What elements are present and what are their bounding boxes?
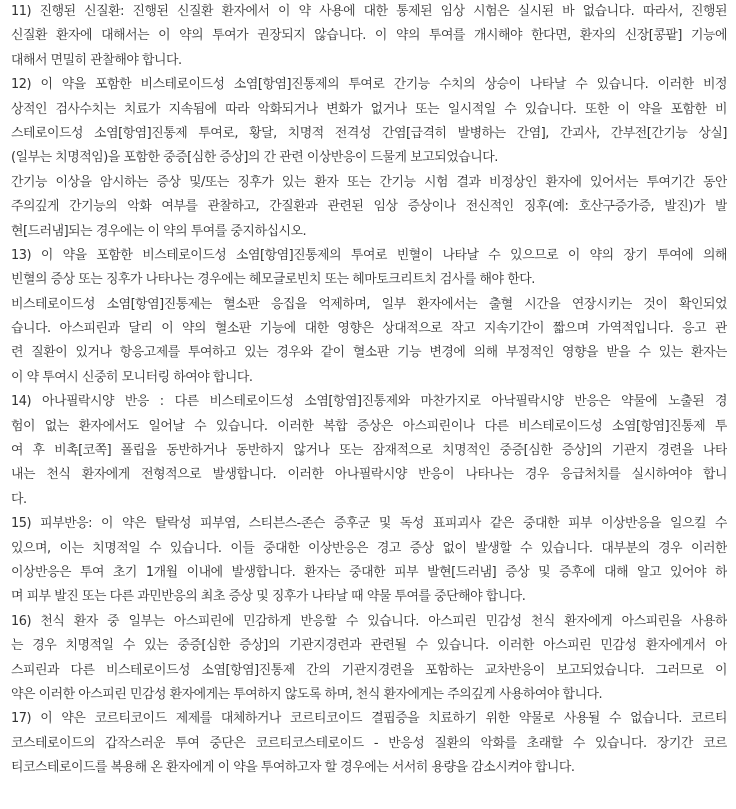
- text-line: 비스테로이드성 소염[항염]진통제는 혈소판 응집을 억제하며, 일부 환자에서는 출혈 시간을 연장시키는 것이 확인되었: [11, 296, 727, 312]
- text-line: 간기능 이상을 암시하는 증상 및/또는 징후가 있는 환자 또는 간기능 시험 결과 비정상인 환자에 있어서는 투여기간 동안: [11, 174, 727, 190]
- text-line: 14) 아나필락시양 반응 : 다른 비스테로이드성 소염[항염]진통제와 마찬가지로 아낙필락시양 반응은 약물에 노출된 경: [11, 394, 727, 410]
- text-line: 17) 이 약은 코르티코이드 제제를 대체하거나 코르티코이드 결핍증을 치료하기 위한 약물로 사용될 수 없습니다. 코르티: [11, 711, 727, 727]
- text-line: 11) 진행된 신질환: 진행된 신질환 환자에서 이 약 사용에 대한 통제된 임상 시험은 실시된 바 없습니다. 따라서, 진행된: [11, 4, 727, 19]
- text-line: 신질환 환자에 대해서는 이 약의 투여가 권장되지 않습니다. 이 약의 투여를 개시해야 한다면, 환자의 신장[콩팥] 기능에: [11, 28, 727, 44]
- text-line: 련 질환이 있거나 항응고제를 투여하고 있는 경우와 같이 혈소판 기능 변경에 의해 부정적인 영향을 받을 수 있는 환자는: [11, 345, 727, 361]
- text-line: 이상반응은 투여 초기 1개월 이내에 발생합니다. 환자는 중대한 피부 발현[드러냄] 증상 및 증후에 대해 알고 있어야 하: [11, 564, 727, 580]
- text-line: 습니다. 아스피린과 달리 이 약의 혈소판 기능에 대한 영향은 상대적으로 작고 지속기간이 짧으며 가역적입니다. 응고 관: [11, 321, 727, 337]
- text-line: 16) 천식 환자 중 일부는 아스피린에 민감하게 반응할 수 있습니다. 아스피린 민감성 천식 환자에게 아스피린을 사용하: [11, 613, 727, 629]
- text-line: 15) 피부반응: 이 약은 탈락성 피부염, 스티븐스-존슨 증후군 및 독성 표피괴사 같은 중대한 피부 이상반응을 일으킬 수: [11, 516, 727, 532]
- text-line: 는 경우 치명적일 수 있는 중증[심한 증상]의 기관지경련과 관련될 수 있습니다. 이러한 아스피린 민감성 환자에게서 아: [11, 638, 727, 654]
- text-line: 대해서 면밀히 관찰해야 합니다.: [11, 52, 182, 68]
- text-line: 상적인 검사수치는 치료가 지속됨에 따라 악화되거나 변화가 없거나 또는 일시적일 수 있습니다. 또한 이 약을 포함한 비: [11, 101, 727, 117]
- text-line: 12) 이 약을 포함한 비스테로이드성 소염[항염]진통제의 투여로 간기능 수치의 상승이 나타날 수 있습니다. 이러한 비정: [11, 77, 727, 93]
- text-line: 스피린과 다른 비스테로이드성 소염[항염]진통제 간의 기관지경련을 포함하는 교차반응이 보고되었습니다. 그러므로 이: [11, 662, 727, 678]
- text-line: 티코스테로이드를 복용해 온 환자에게 이 약을 투여하고자 할 경우에는 서서히 용량을 감소시켜야 합니다.: [11, 760, 575, 776]
- text-line: 13) 이 약을 포함한 비스테로이드성 소염[항염]진통제의 투여로 빈혈이 나타날 수 있으므로 이 약의 장기 투여에 의해: [11, 247, 727, 263]
- text-line: (일부는 치명적임)을 포함한 중증[심한 증상]의 간 관련 이상반응이 드물게 보고되었습니다.: [11, 150, 498, 166]
- text-line: 주의깊게 간기능의 악화 여부를 관찰하고, 간질환과 관련된 임상 증상이나 전신적인 징후(예: 호산구증가증, 발진)가 발: [11, 199, 727, 215]
- document-body: [11, 0, 727, 781]
- text-line: 현[드러냄]되는 경우에는 이 약의 투여를 중지하십시오.: [11, 223, 307, 239]
- text-line: 약은 이러한 아스피린 민감성 환자에게는 투여하지 않도록 하며, 천식 환자에게는 주의깊게 사용하여야 합니다.: [11, 686, 603, 702]
- text-line: 코스테로이드의 갑작스러운 투여 중단은 코르티코스테로이드 - 반응성 질환의 악화를 초래할 수 있습니다. 장기간 코르: [11, 735, 727, 751]
- text-line: 빈혈의 증상 또는 징후가 나타나는 경우에는 헤모글로빈치 또는 헤마토크리트치 검사를 해야 한다.: [11, 272, 535, 288]
- text-line: 스테로이드성 소염[항염]진통제 투여로, 황달, 치명적 전격성 간염[급격히 발병하는 간염], 간괴사, 간부전[간기능 상실]: [11, 125, 727, 141]
- text-line: 험이 없는 환자에서도 일어날 수 있습니다. 이러한 복합 증상은 아스피린이나 다른 비스테로이드성 소염[항염]진통제 투: [11, 418, 727, 434]
- text-line: 이 약 투여시 신중히 모니터링 하여야 합니다.: [11, 369, 253, 385]
- text-line: 여 후 비촉[코쪽] 폴립을 동반하거나 동반하지 않거나 또는 잠재적으로 치명적인 중증[심한 증상]의 기관지 경련을 나타: [11, 443, 727, 459]
- text-line: 다.: [11, 491, 27, 507]
- text-line: 내는 천식 환자에게 전형적으로 발생합니다. 이러한 아나필락시양 반응이 나타나는 경우 응급처치를 실시하여야 합니: [11, 467, 727, 483]
- text-line: 며 피부 발진 또는 다른 과민반응의 최초 증상 및 징후가 나타날 때 약물 투여를 중단해야 합니다.: [11, 589, 526, 605]
- text-line: 있으며, 이는 치명적일 수 있습니다. 이들 중대한 이상반응은 경고 증상 없이 발생할 수 있습니다. 대부분의 경우 이러한: [11, 540, 727, 556]
